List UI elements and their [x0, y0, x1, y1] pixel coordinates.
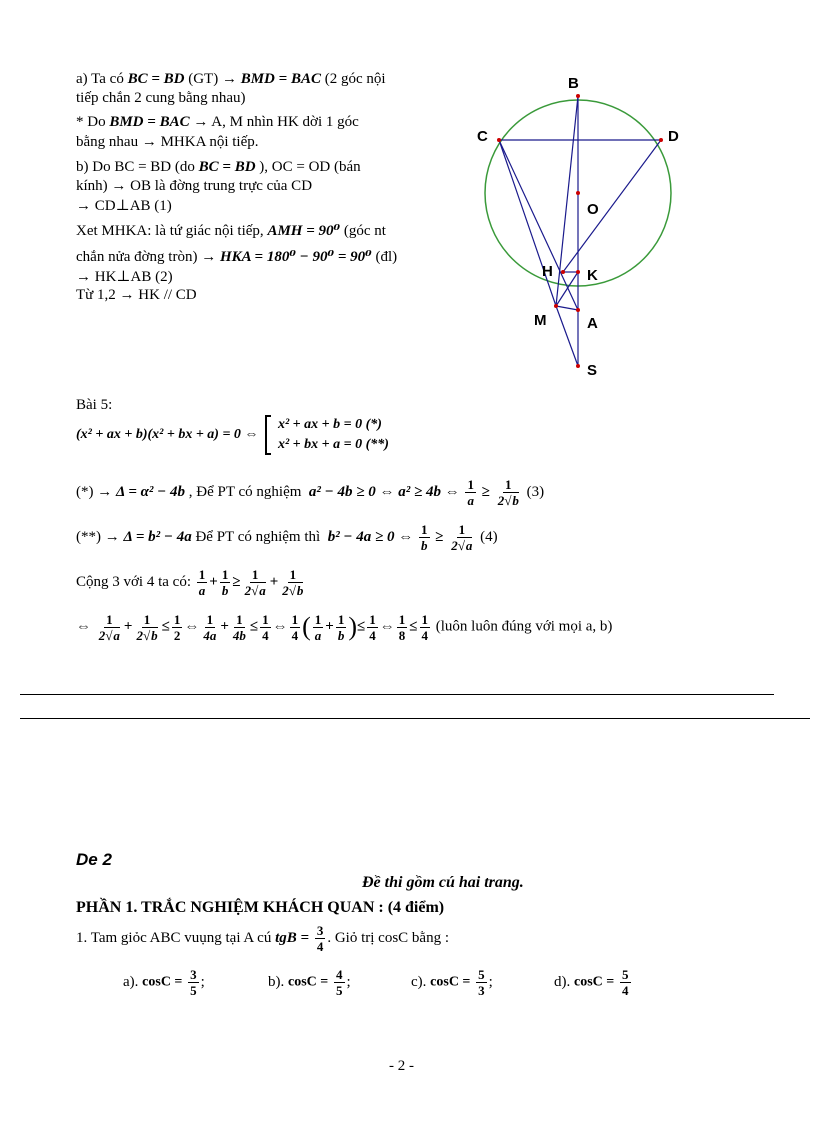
fraction-1-over-2sqrta: $\frac{1}{2√a}$: [451, 522, 473, 553]
option-d-fraction: $\frac{5}{4}$: [622, 967, 629, 998]
line-cm: [499, 140, 556, 306]
frac-quarter-2: $\frac{1}{4}$: [291, 611, 299, 643]
label-k: K: [587, 267, 598, 284]
point-k: [576, 270, 580, 274]
frac-half: $\frac{1}{2}$: [173, 611, 181, 643]
solution-line-x4: Từ 1,2 → HK // CD: [76, 287, 197, 303]
label-c: C: [477, 128, 488, 145]
frac-quarter-3: $\frac{1}{4}$: [369, 611, 376, 643]
figure-points: [497, 94, 663, 368]
fraction-1-over-2sqrtb: $\frac{1}{2√b}$: [497, 477, 519, 508]
frac-b: $\frac{1}{2√b}$: [136, 611, 158, 643]
point-b: [576, 94, 580, 98]
label-b: B: [568, 75, 579, 92]
point-a: [576, 308, 580, 312]
solution-line-a1: a) Ta có BC = BD (GT) → BMD = BAC (2 góc nội: [76, 71, 386, 87]
point-m: [554, 304, 558, 308]
frac-eighth: $\frac{1}{8}$: [398, 611, 406, 643]
label-h: H: [542, 263, 553, 280]
exam-subtitle: Đề thi gồm cú hai trang.: [362, 874, 524, 891]
solution-line-a4: bằng nhau → MHKA nội tiếp.: [76, 134, 259, 150]
solution-line-b1: b) Do BC = BD (do BC = BD ), OC = OD (bán: [76, 159, 361, 175]
option-b[interactable]: b). cosC = $\frac{4}{5}$ ;: [268, 967, 351, 998]
bai5-line-4: ⇔ $\frac{1}{2√a}$ + $\frac{1}{2√b}$ ≤ $\frac{1}{2}$ ⇔ $\frac{1}{4a}$ + $\frac{1}{4b}$ ≤ $\frac{1}{4}$ ⇔ $\frac{1}{4}$ ( $\frac{1}{a}$ + $\frac{1}{b}$ )≤ $\frac{1}{4}$ ⇔ $\frac{1}{8}$ ≤ $\frac{1}{4}$ (luôn luôn đúng với mọi a, b): [76, 611, 613, 643]
point-c: [497, 138, 501, 142]
figure-lines: [499, 96, 661, 366]
line-ca: [499, 140, 578, 310]
question-1: 1. Tam giỏc ABC vuụng tại A cú tgB = $\frac{3}{4}$ . Giỏ trị cosC bằng :: [76, 923, 449, 954]
point-h: [561, 270, 565, 274]
bai5-title: Bài 5:: [76, 397, 113, 413]
system-bracket: [265, 415, 271, 455]
frac-1-2sqrtb: $\frac{1}{2√b}$: [282, 567, 304, 598]
point-s: [576, 364, 580, 368]
option-c[interactable]: c). cosC = $\frac{5}{3}$ ;: [411, 967, 493, 998]
divider-2: [20, 718, 810, 719]
frac-4b: $\frac{1}{4b}$: [232, 611, 246, 643]
solution-line-a2: tiếp chắn 2 cung bằng nhau): [76, 90, 246, 106]
page-number: - 2 -: [389, 1058, 414, 1074]
frac-1-2sqrta: $\frac{1}{2√a}$: [244, 567, 266, 598]
frac-quarter-4: $\frac{1}{4}$: [421, 611, 428, 643]
solution-line-b2: kính) → OB là đờng trung trực của CD: [76, 178, 313, 194]
option-a[interactable]: a). cosC = $\frac{3}{5}$ ;: [123, 967, 205, 998]
exam-title: De 2: [76, 850, 112, 869]
label-d: D: [668, 128, 679, 145]
bai5-line-3: Cộng 3 với 4 ta có: $\frac{1}{a}$ + $\frac{1}{b}$ ≥ $\frac{1}{2√a}$ + $\frac{1}{2√b}$: [76, 567, 304, 598]
option-c-fraction: $\frac{5}{3}$: [478, 967, 485, 998]
solution-line-x2: chắn nửa đờng tròn) → HKA = 180⁰ − 90⁰ = 90⁰ (đl): [76, 249, 398, 265]
bai5-line-1: (*) → Δ = α² − 4b , Để PT có nghiệm a² − 4b ≥ 0 ⇔ a² ≥ 4b ⇔ $\frac{1}{a}$ ≥ $\frac{1}{2√b}$ (3): [76, 477, 545, 508]
tgb-fraction: $\frac{3}{4}$: [316, 923, 324, 954]
frac-4a: $\frac{1}{4a}$: [203, 611, 217, 643]
frac-inner-a: $\frac{1}{a}$: [314, 611, 322, 643]
option-a-fraction: $\frac{3}{5}$: [190, 967, 197, 998]
fraction-1-over-b: $\frac{1}{b}$: [421, 522, 428, 553]
point-d: [659, 138, 663, 142]
frac-1-a: $\frac{1}{a}$: [198, 567, 206, 598]
label-o: O: [587, 201, 599, 218]
frac-quarter: $\frac{1}{4}$: [262, 611, 269, 643]
solution-line-x3: → HK⊥AB (2): [76, 269, 173, 285]
section-heading: PHẦN 1. TRẮC NGHIỆM KHÁCH QUAN : (4 điểm): [76, 899, 445, 916]
label-a: A: [587, 315, 598, 332]
bai5-equation: (x² + ax + b)(x² + bx + a) = 0 ⇔ x² + ax + b = 0 (*) x² + bx + a = 0 (**): [76, 415, 389, 455]
frac-a: $\frac{1}{2√a}$: [98, 611, 120, 643]
solution-line-x1: Xet MHKA: là tứ giác nội tiếp, AMH = 90⁰ (góc nt: [76, 223, 386, 239]
equation-system: x² + ax + b = 0 (*) x² + bx + a = 0 (**): [277, 417, 389, 452]
line-mb: [556, 96, 578, 306]
label-s: S: [587, 362, 598, 379]
solution-line-b3: → CD⊥AB (1): [76, 198, 172, 214]
bai5-line-2: (**) → Δ = b² − 4a Để PT có nghiệm thì b² − 4a ≥ 0 ⇔ $\frac{1}{b}$ ≥ $\frac{1}{2√a}$ (4): [76, 522, 498, 553]
option-b-fraction: $\frac{4}{5}$: [336, 967, 343, 998]
geometry-figure: [470, 70, 690, 380]
solution-line-a3: * Do BMD = BAC → A, M nhìn HK dời 1 góc: [76, 114, 359, 130]
frac-1-b: $\frac{1}{b}$: [221, 567, 229, 598]
option-d[interactable]: d). cosC = $\frac{5}{4}$: [554, 967, 629, 998]
divider-1: [20, 694, 774, 695]
line-ms: [556, 306, 578, 366]
label-m: M: [534, 312, 547, 329]
fraction-1-over-a: $\frac{1}{a}$: [467, 477, 474, 508]
frac-inner-b: $\frac{1}{b}$: [337, 611, 345, 643]
point-o: [576, 191, 580, 195]
line-ma: [556, 306, 578, 310]
